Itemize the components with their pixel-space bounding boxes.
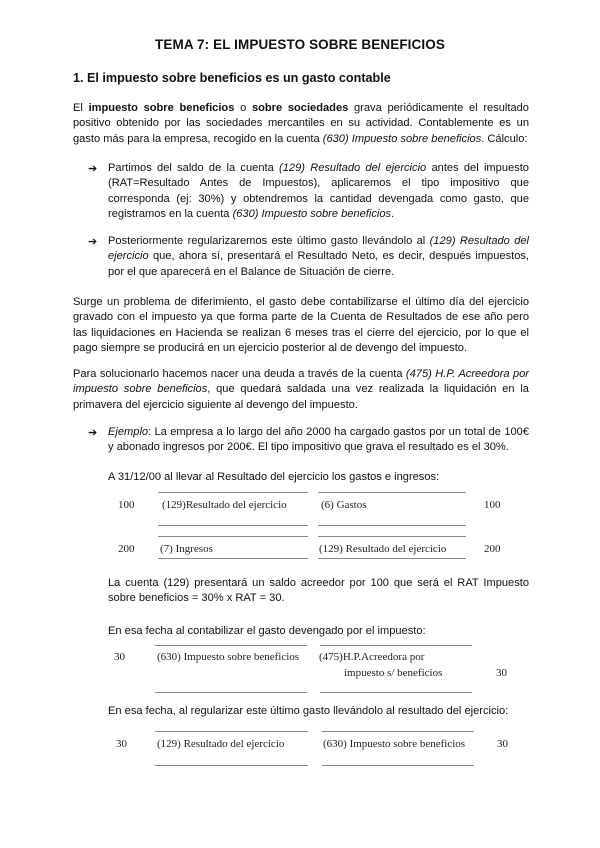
journal-rule [158, 492, 308, 493]
journal-rule [155, 731, 308, 732]
journal-rule [158, 536, 308, 537]
journal-credit-account: impuesto s/ beneficios [344, 667, 443, 679]
bullet-item [108, 234, 529, 280]
journal-amount: 30 [497, 738, 508, 750]
journal-debit-account: (129) Resultado del ejercicio [157, 738, 285, 750]
journal-rule [158, 558, 308, 559]
intro-text: o [234, 102, 252, 114]
journal-amount: 30 [114, 651, 125, 663]
intro-bold-term: impuesto sobre beneficios [88, 102, 235, 114]
journal-credit-account: (630) Impuesto sobre beneficios [323, 738, 466, 750]
journal-amount: 30 [116, 738, 127, 750]
journal-rule [318, 492, 466, 493]
journal-rule [158, 525, 308, 526]
account-ref: (475) H.P. Acreedora por impuesto sobre beneficios [73, 368, 529, 396]
paragraph-text: , que quedará saldada una vez realizada la liquidación en la primavera del ejercicio siguiente al devengo del impuesto. [73, 383, 529, 411]
journal-rule [320, 692, 472, 693]
journal-rule [318, 525, 466, 526]
intro-text: El [73, 102, 89, 114]
intro-paragraph [73, 101, 529, 147]
account-ref: (630) Impuesto sobre beneficios [232, 208, 392, 221]
journal-credit-account: (6) Gastos [321, 499, 367, 511]
bullet-text: Posteriormente regularizaremos este último gasto llevándolo al [108, 235, 430, 247]
step-text: La cuenta (129) presentará un saldo acreedor por 100 que será el RAT Impuesto sobre beneficios = 30% x RAT = 30. [108, 577, 529, 605]
bullet-text: . [391, 208, 395, 221]
bullet-item [108, 161, 529, 223]
journal-debit-account: (7) Ingresos [160, 543, 213, 555]
journal-rule [320, 645, 472, 646]
deferral-paragraph: Surge un problema de diferimiento, el gasto debe contabilizarse el último día del ejercicio gravado con el impuesto ya que forma parte de la Cuenta de Resultados de ese año pero las liquidaciones en Hacienda se realizan 6 meses tras el cierre del ejercicio, por lo que el pago siempre se producirá en un ejercicio posterior al de devengo del impuesto. [73, 296, 529, 355]
journal-rule [155, 765, 308, 766]
journal-rule [318, 558, 466, 559]
journal-rule [155, 645, 307, 646]
solution-paragraph [73, 367, 529, 413]
step-text: En esa fecha, al regularizar este último gasto llevándolo al resultado del ejercicio: [108, 705, 509, 717]
journal-amount: 100 [118, 499, 135, 511]
bullet-text: antes del impuesto (RAT=Resultado Antes de Impuestos), aplicaremos el tipo impositivo que corresponda (ej: 30%) y obtendremos la cantidad devengada como gasto, que registramos en la cuenta [108, 162, 529, 221]
arrow-icon: ➔ [88, 236, 98, 248]
bullet-text: que, ahora sí, presentará el Resultado Neto, es decir, después impuestos, por el que aparecerá en el Balance de Situación de cierre. [108, 250, 529, 278]
page-title: TEMA 7: EL IMPUESTO SOBRE BENEFICIOS [155, 37, 445, 52]
step-text: En esa fecha al contabilizar el gasto devengado por el impuesto: [108, 625, 426, 637]
intro-text: grava periódicamente el resultado positivo obtenido por las sociedades mercantiles en su actividad. Contablemente es un gasto más para la empresa, recogido en la cuenta [73, 102, 529, 145]
journal-debit-account: (129)Resultado del ejercicio [162, 499, 287, 511]
account-ref: (129) Resultado del ejercicio [279, 162, 427, 174]
example-item [108, 425, 529, 456]
section-heading: 1. El impuesto sobre beneficios es un gasto contable [73, 71, 391, 85]
journal-debit-account: (630) Impuesto sobre beneficios [157, 651, 300, 663]
journal-rule [318, 536, 466, 537]
step-text: A 31/12/00 al llevar al Resultado del ejercicio los gastos e ingresos: [108, 471, 440, 483]
bullet-text: Partimos del saldo de la cuenta [108, 162, 280, 174]
arrow-icon: ➔ [88, 163, 98, 175]
journal-amount: 100 [484, 499, 501, 511]
example-text: : La empresa a lo largo del año 2000 ha cargado gastos por un total de 100€ y abonado ingresos por 200€. El tipo impositivo que grava el resultado es el 30%. [108, 426, 529, 454]
journal-rule [322, 765, 474, 766]
journal-credit-account: (475)H.P.Acreedora por [319, 651, 425, 663]
account-ref: (129) Resultado del ejercicio [108, 235, 529, 263]
journal-rule [322, 731, 474, 732]
journal-amount: 30 [496, 667, 507, 679]
account-ref: (630) Impuesto sobre beneficios [322, 132, 482, 145]
paragraph-text: Para solucionarlo hacemos nacer una deuda a través de la cuenta [73, 368, 406, 380]
example-label: Ejemplo [108, 426, 149, 438]
journal-amount: 200 [484, 543, 501, 555]
journal-credit-account: (129) Resultado del ejercicio [319, 543, 447, 555]
journal-amount: 200 [118, 543, 135, 555]
journal-rule [155, 692, 307, 693]
arrow-icon: ➔ [88, 427, 98, 439]
intro-bold-term: sobre sociedades [251, 102, 349, 114]
intro-text: . Cálculo: [481, 132, 528, 145]
